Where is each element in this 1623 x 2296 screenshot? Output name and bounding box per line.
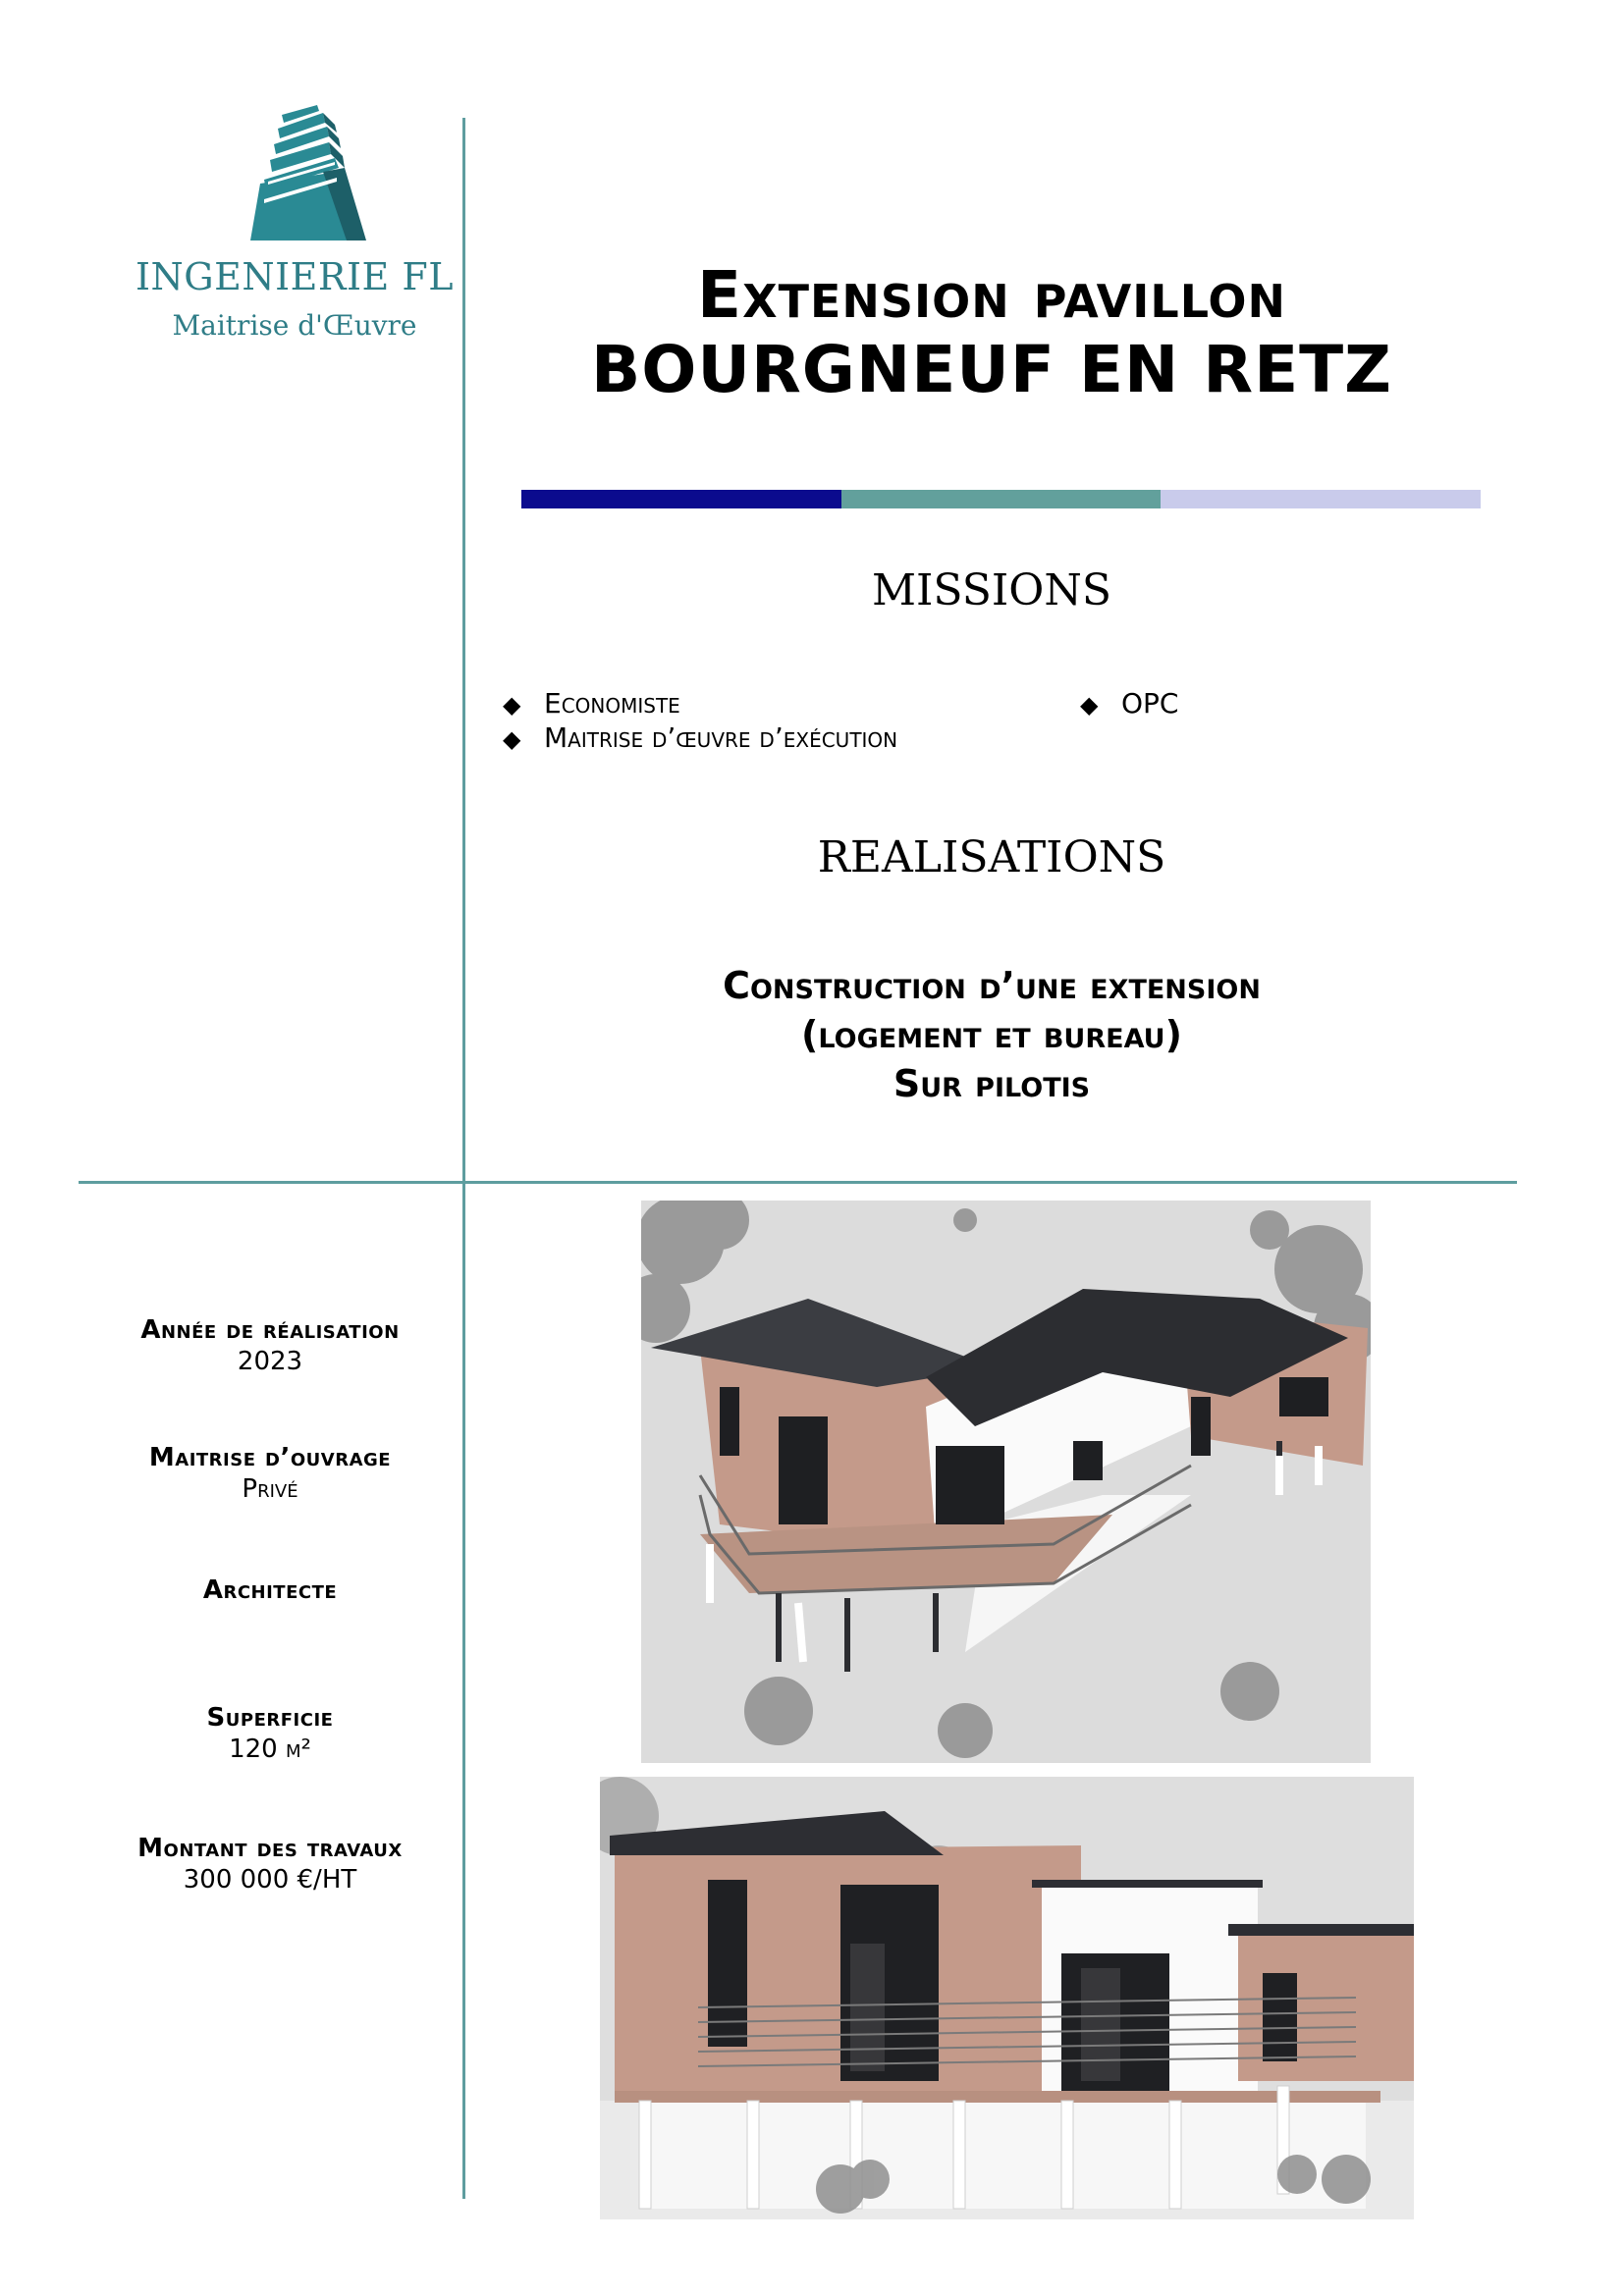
info-label: Superficie [206, 1703, 334, 1733]
diamond-icon: ◆ [503, 691, 521, 719]
color-bar-segment [521, 490, 841, 508]
mission-item [1080, 687, 1178, 720]
info-area [88, 1703, 452, 1764]
color-bar-segment [841, 490, 1162, 508]
realisation-line: Construction d’une extension [723, 964, 1261, 1007]
mission-label: Economiste [544, 687, 680, 720]
page-title-line1: Extension pavillon [697, 257, 1286, 333]
color-bar-segment [1161, 490, 1481, 508]
info-value: 2023 [237, 1347, 303, 1376]
info-label: Architecte [202, 1575, 338, 1605]
realisations-heading: REALISATIONS [817, 832, 1166, 882]
mission-item [503, 687, 680, 720]
info-year [88, 1315, 452, 1376]
info-value: 300 000 €/HT [183, 1865, 357, 1895]
info-cost [88, 1834, 452, 1895]
company-tagline: Maitrise d'Œuvre [172, 309, 417, 342]
missions-heading: MISSIONS [871, 565, 1112, 615]
color-bar [521, 490, 1481, 508]
info-value: 120 m² [229, 1735, 311, 1764]
diamond-icon: ◆ [1080, 691, 1099, 719]
diamond-icon: ◆ [503, 725, 521, 753]
info-client [88, 1443, 452, 1504]
mission-label: OPC [1121, 687, 1179, 720]
company-logo [118, 103, 471, 358]
render-front-view [600, 1777, 1414, 2219]
info-architect [88, 1575, 452, 1607]
info-label: Montant des travaux [137, 1834, 403, 1863]
mission-item [503, 721, 897, 754]
horizontal-divider [79, 1181, 1517, 1184]
info-label: Maitrise d’ouvrage [148, 1443, 392, 1472]
realisation-line: Sur pilotis [893, 1062, 1091, 1105]
info-label: Année de réalisation [140, 1315, 400, 1345]
company-name: INGENIERIE FL [135, 255, 454, 298]
page-title-line2: BOURGNEUF EN RETZ [590, 332, 1393, 407]
vertical-divider [462, 118, 465, 2199]
building-icon [221, 103, 368, 260]
realisation-line: (logement et bureau) [801, 1013, 1182, 1056]
mission-label: Maitrise d’œuvre d’exécution [544, 721, 898, 754]
info-value: Privé [242, 1474, 298, 1504]
render-aerial-view [641, 1201, 1371, 1763]
